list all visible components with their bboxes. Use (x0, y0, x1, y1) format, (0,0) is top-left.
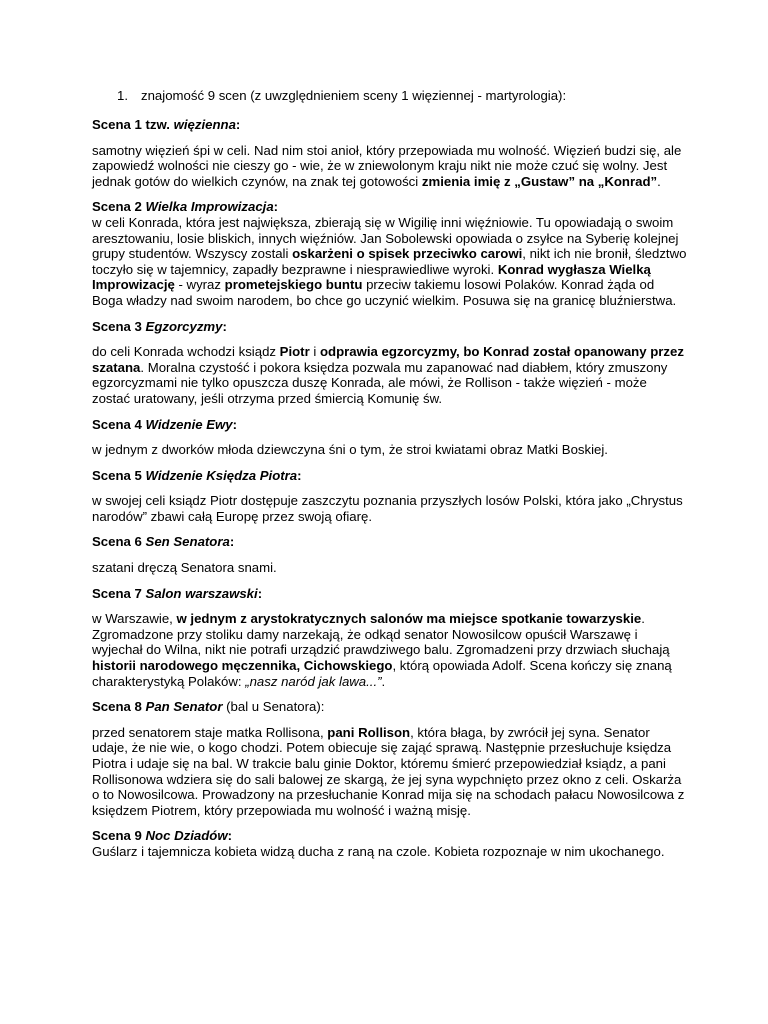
scene-9-heading (92, 828, 692, 844)
scene-5-heading (92, 468, 692, 484)
text-line: Rollisonowa wdziera się do sali balowej ze skargą, że jej syna wypchnięto przez okno z celi. Oskarża (92, 771, 682, 787)
emphasis: pani Rollison (327, 724, 411, 740)
emphasis: szatana (92, 359, 141, 375)
scene-label: Scena 5 (92, 467, 146, 483)
scene-suffix: : (232, 416, 238, 432)
scene-4-heading (92, 417, 692, 433)
emphasis: oskarżeni o spisek przeciwko carowi (292, 246, 523, 262)
scene-1-heading (92, 117, 692, 133)
emphasis: prometejskiego buntu (224, 277, 363, 293)
scene-title: Sen Senatora (145, 534, 230, 550)
scene-label: Scena 7 (92, 585, 146, 601)
scene-title: Noc Dziadów (145, 828, 228, 844)
scene-1-description (92, 143, 692, 190)
scene-label: Scena 9 (92, 828, 146, 844)
emphasis: historii narodowego męczennika, Cichowskiego (92, 658, 393, 674)
scene-6-heading (92, 534, 692, 550)
scene-title: Egzorcyzmy (145, 318, 223, 334)
text-line: w celi Konrada, która jest największa, zbierają się w Wigilię inni więźniowie. Tu opowiadają o swoim (92, 214, 674, 230)
text-line: szatani dręczą Senatora snami. (92, 560, 277, 576)
text-line: w Warszawie, w jednym z arystokratycznych salonów ma miejsce spotkanie towarzyskie. (92, 611, 645, 627)
text-line: przed senatorem staje matka Rollisona, pani Rollison, która błaga, by zwrócił jej syna. Senator (92, 724, 650, 740)
text-line: szatana. Moralna czystość i pokora księdza pozwala mu zapanować nad diabłem, który zmuszony (92, 359, 668, 375)
scene-label: Scena 6 (92, 534, 146, 550)
scene-suffix: : (273, 199, 279, 215)
scene-suffix: : (227, 828, 232, 844)
text-line: charakterystyką Polaków: „nasz naród jak lawa...”. (92, 673, 386, 689)
emphasis: Improwizację (92, 277, 175, 293)
text-line: Piotra i udaje się na bal. W trakcie balu ginie Doktor, któremu śmierć przepowiedział ksiądz, a pani (92, 756, 666, 771)
scene-2-description (92, 215, 692, 309)
text-line: o to Nowosilcowa. Prowadzony na przesłuchanie Konrad mija się na schodach pałacu Nowosilcowa z (92, 787, 685, 803)
text-line: do celi Konrada wchodzi ksiądz Piotr i odprawia egzorcyzmy, bo Konrad został opanowany przez (92, 344, 684, 360)
scene-2-heading (92, 199, 692, 215)
scene-suffix: : (222, 318, 227, 334)
emphasis: Piotr (279, 344, 310, 360)
scene-4-description (92, 442, 692, 458)
scenes-content (92, 117, 692, 860)
scene-7-description (92, 611, 692, 689)
text-line: w swojej celi ksiądz Piotr dostępuje zaszczytu poznania przyszłych losów Polski, która jako „Chrystus (92, 493, 683, 509)
scene-6-description (92, 560, 692, 576)
scene-7-heading (92, 586, 692, 602)
text-line: Boga władzy nad swoim narodem, bo chce go uczynić wielkim. Posuwa się na granicę bluźnierstwa. (92, 292, 677, 308)
scene-title: Salon warszawski (145, 585, 258, 601)
text-line: Improwizację - wyraz prometejskiego buntu przeciw takiemu losowi Polaków. Konrad żąda od (92, 277, 655, 293)
text-line: jednak gotów do wielkich czynów, na znak tej gotowości zmienia imię z „Gustaw” na „Konrad”. (92, 173, 661, 189)
scene-3-heading (92, 319, 692, 335)
scene-5-description (92, 493, 692, 524)
quote: „nasz naród jak lawa...” (245, 673, 382, 689)
text-line: Zgromadzone przy stoliku damy narzekają, że odkąd senator Nowosilcow opuścił Warszawę i (92, 626, 638, 642)
emphasis: w jednym z arystokratycznych salonów ma miejsce spotkanie towarzyskie (176, 611, 642, 627)
text-line: egzorcyzmami nie tylko opuszcza duszę Konrada, ale mówi, że Rollison - także więzień - może (92, 375, 647, 391)
scene-suffix: : (229, 534, 235, 550)
scene-title: Widzenie Księdza Piotra (145, 467, 298, 483)
text-line: zostać uratowany, jeśli otrzyma przed śmiercią Komunię św. (92, 390, 443, 406)
scene-title: więzienna (173, 117, 236, 132)
scene-suffix: : (235, 117, 241, 132)
scene-label: Scena 1 tzw. (92, 117, 174, 132)
scene-label: Scena 3 (92, 318, 146, 334)
emphasis: Konrad wygłasza Wielką (497, 261, 651, 277)
text-line: księdzem Piotrem, który przepowiada mu wolność i ważną misję. (92, 802, 471, 818)
text-line: Guślarz i tajemnicza kobieta widzą ducha z raną na czole. Kobieta rozpoznaje w nim ukochanego. (92, 843, 665, 859)
scene-title: Wielka Improwizacja (145, 199, 274, 215)
scene-suffix: (bal u Senatora): (222, 699, 325, 715)
text-line: w jednym z dworków młoda dziewczyna śni o tym, że stroi kwiatami obraz Matki Boskiej. (92, 442, 608, 458)
text-line: grupy studentów. Wszyscy zostali oskarżeni o spisek przeciwko carowi, nikt ich nie bronił, śledztwo (92, 246, 687, 262)
text-line: toczyło się w tajemnicy, zapadły bezprawne i niesprawiedliwe wyroki. Konrad wygłasza Wielką (92, 261, 651, 277)
scene-9-description (92, 844, 692, 860)
scene-label: Scena 8 (92, 699, 146, 715)
text-line: narodów” zbawi całą Europę przez swoją ofiarę. (92, 508, 373, 524)
intro-text: znajomość 9 scen (z uwzględnieniem sceny 1 więziennej - martyrologia): (141, 88, 567, 103)
text-line: historii narodowego męczennika, Cichowskiego, którą opowiada Adolf. Scena kończy się znaną (92, 658, 672, 674)
scene-label: Scena 2 (92, 199, 146, 215)
scene-suffix: : (297, 467, 302, 483)
list-number: 1. (117, 88, 128, 103)
emphasis: zmienia imię z „Gustaw” na „Konrad” (421, 173, 658, 189)
text-line: samotny więzień śpi w celi. Nad nim stoi anioł, który przepowiada mu wolność. Więzień budzi się, ale (92, 142, 682, 158)
scene-title: Pan Senator (145, 699, 223, 715)
text-line: aresztowaniu, losie bliskich, innych więźniów. Jan Sobolewski opowiada o zsyłce na Syberię kolejnej (92, 230, 679, 246)
scene-8-heading (92, 699, 692, 715)
intro-list-item (117, 88, 566, 104)
scene-title: Widzenie Ewy (145, 416, 233, 432)
text-line: zapowiedź wolności nie cieszy go - wie, że w zniewolonym kraju nikt nie może czuć się wolny. Jest (92, 158, 668, 174)
scene-label: Scena 4 (92, 416, 146, 432)
text-line: udaje, że nie wie, o kogo chodzi. Potem obiecuje się zająć sprawą. Następnie przesłuchuje księdza (92, 740, 672, 756)
scene-3-description (92, 344, 692, 406)
emphasis: odprawia egzorcyzmy, bo Konrad został opanowany przez (319, 344, 684, 360)
scene-8-description (92, 725, 692, 819)
scene-suffix: : (257, 585, 263, 601)
text-line: wyjechał do Wilna, nikt nie potrafi urządzić prawdziwego balu. Zgromadzeni przy drzwiach słuchają (92, 642, 670, 658)
